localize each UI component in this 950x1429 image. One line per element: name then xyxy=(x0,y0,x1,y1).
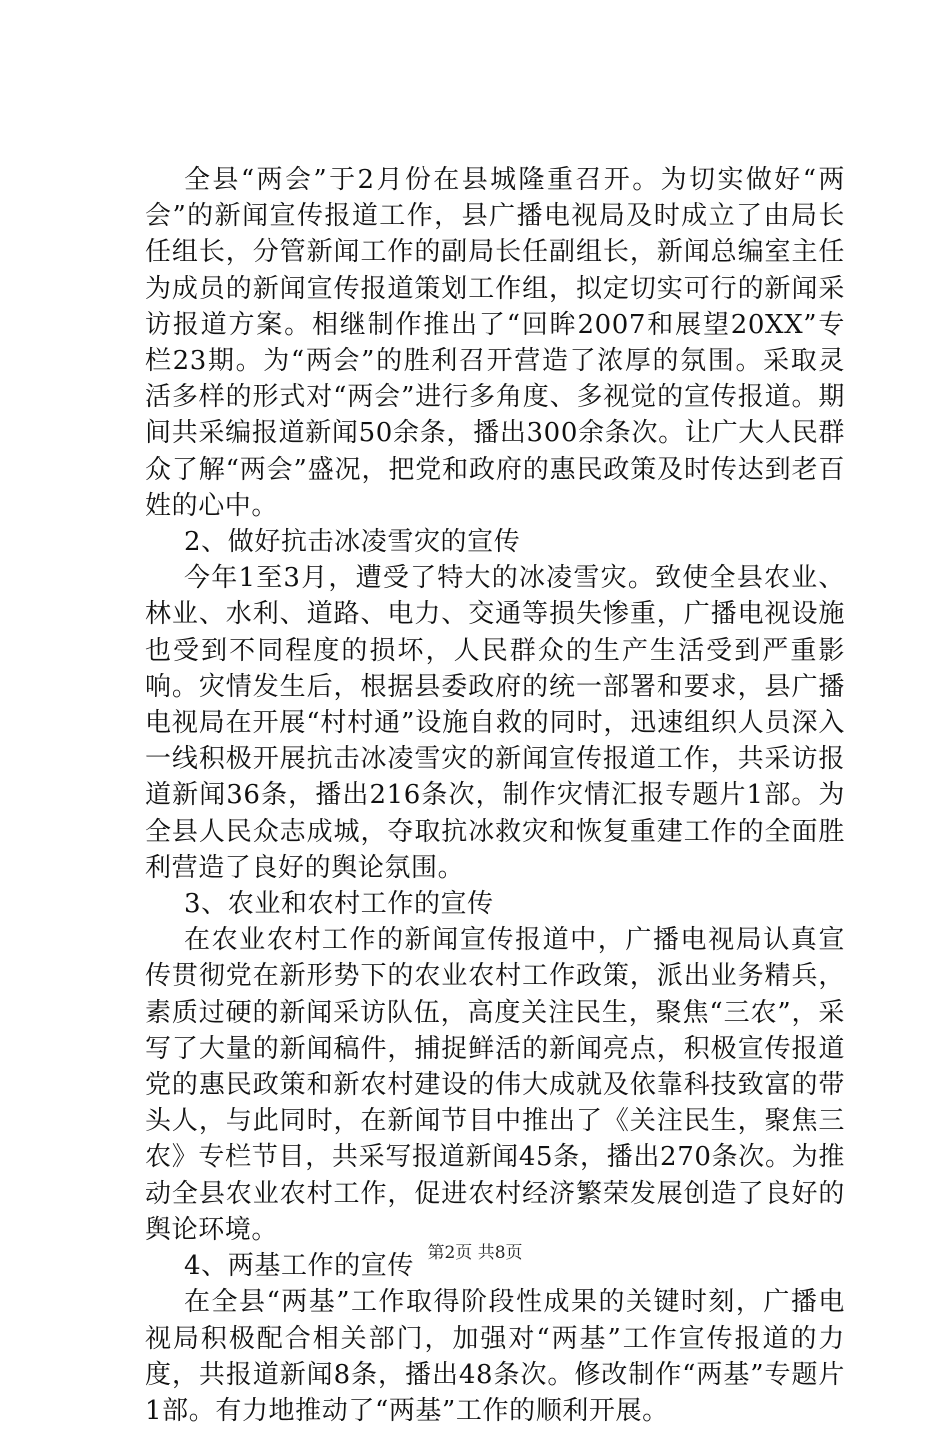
section-heading-agriculture: 3、农业和农村工作的宣传 xyxy=(184,889,494,920)
paragraph-ice-disaster: 今年1至3月，遭受了特大的冰凌雪灾。致使全县农业、林业、水利、道路、电力、交通等损失惨重，广播电视设施也受到不同程度的损坏，人民群众的生产生活受到严重影响。灾情发生后，根据县委政府的统一部署和要求，县广播电视局在开展“村村通”设施自救的同时，迅速组织人员深入一线积极开展抗击冰凌雪灾的新闻宣传报道工作，共采访报道新闻36条，播出216条次，制作灾情汇报专题片1部。为全县人民众志成城，夺取抗冰救灾和恢复重建工作的全面胜利营造了良好的舆论氛围。 xyxy=(145,563,845,883)
section-heading-ice-disaster: 2、做好抗击冰凌雪灾的宣传 xyxy=(184,527,521,558)
section-heading-two-basics: 4、两基工作的宣传 xyxy=(184,1251,414,1282)
paragraph-two-basics: 在全县“两基”工作取得阶段性成果的关键时刻，广播电视局积极配合相关部门，加强对“两基”工作宣传报道的力度，共报道新闻8条，播出48条次。修改制作“两基”专题片1部。有力地推动了“两基”工作的顺利开展。 xyxy=(145,1287,845,1426)
paragraph-two-sessions: 全县“两会”于2月份在县城隆重召开。为切实做好“两会”的新闻宣传报道工作，县广播电视局及时成立了由局长任组长，分管新闻工作的副局长任副组长，新闻总编室主任为成员的新闻宣传报道策划工作组，拟定切实可行的新闻采访报道方案。相继制作推出了“回眸2007和展望20XX”专栏23期。为“两会”的胜利召开营造了浓厚的氛围。采取灵活多样的形式对“两会”进行多角度、多视觉的宣传报道。期间共采编报道新闻50余条，播出300余条次。让广大人民群众了解“两会”盛况，把党和政府的惠民政策及时传达到老百姓的心中。 xyxy=(145,165,845,521)
paragraph-agriculture: 在农业农村工作的新闻宣传报道中，广播电视局认真宣传贯彻党在新形势下的农业农村工作政策，派出业务精兵，素质过硬的新闻采访队伍，高度关注民生，聚焦“三农”，采写了大量的新闻稿件，捕捉鲜活的新闻亮点，积极宣传报道党的惠民政策和新农村建设的伟大成就及依靠科技致富的带头人，与此同时，在新闻节目中推出了《关注民生，聚焦三农》专栏节目，共采写报道新闻45条，播出270条次。为推动全县农业农村工作，促进农村经济繁荣发展创造了良好的舆论环境。 xyxy=(145,925,845,1245)
page-number-footer: 第2页 共8页 xyxy=(427,1243,523,1263)
